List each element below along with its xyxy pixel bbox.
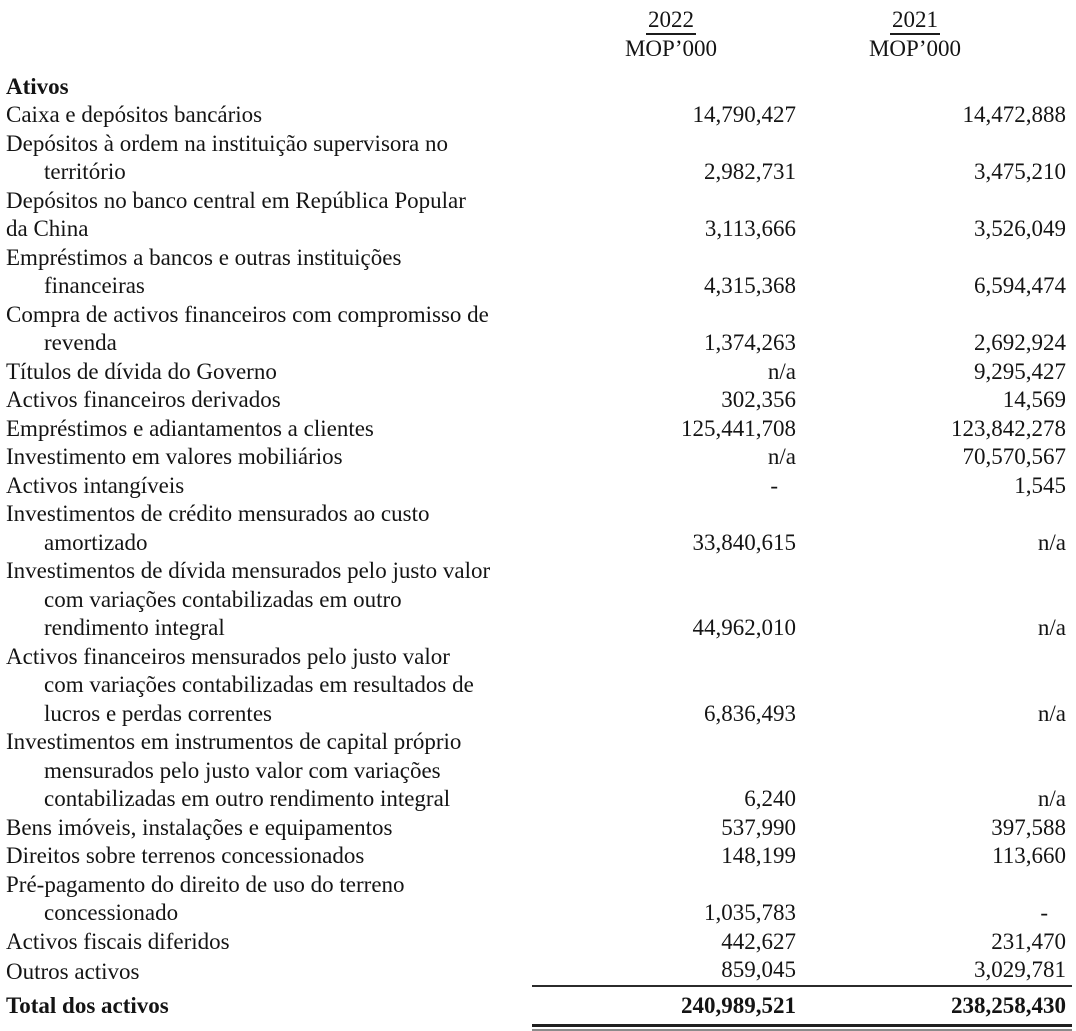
row-label: [4, 130, 532, 187]
total-row: [4, 987, 1072, 1021]
year-header-row: [4, 6, 1072, 35]
table-row: [4, 728, 1072, 814]
table-row: [4, 358, 1072, 387]
row-label: [4, 187, 532, 244]
row-label-line: Empréstimos e adiantamentos a clientes: [6, 415, 374, 441]
table-row: [4, 244, 1072, 301]
row-label-line: Depósitos no banco central em República Popular: [6, 187, 466, 213]
row-label-line: lucros e perdas correntes: [44, 700, 272, 726]
row-label-line: Pré-pagamento do direito de uso do terreno: [6, 871, 405, 897]
value-2021: [800, 329, 1072, 358]
row-label-line: mensurados pelo justo valor com variações: [44, 757, 441, 783]
section-heading-ativos: Ativos: [6, 73, 69, 99]
row-label-line: revenda: [44, 330, 117, 355]
cell-value: 302,356: [721, 387, 796, 412]
value-2021: [800, 358, 1072, 387]
row-label: [4, 728, 532, 814]
row-label-line: Activos intangíveis: [6, 472, 185, 498]
cell-value: 231,470: [991, 928, 1066, 954]
cell-value: n/a: [767, 358, 796, 384]
value-2022: [532, 928, 800, 957]
cell-value: 70,570,567: [962, 444, 1066, 469]
cell-value: 14,790,427: [692, 102, 796, 127]
unit-header-2021: [800, 35, 1072, 64]
column-headers: [4, 6, 1072, 64]
cell-value: 44,962,010: [692, 615, 796, 640]
row-label-line: Investimentos de crédito mensurados ao custo: [6, 501, 430, 526]
table-row: [4, 187, 1072, 244]
row-label: [4, 443, 532, 472]
value-2021: [800, 842, 1072, 871]
value-2021: [800, 956, 1072, 987]
cell-value: 4,315,368: [704, 273, 796, 298]
row-label-line: amortizado: [44, 529, 148, 555]
cell-value: 859,045: [721, 957, 796, 982]
cell-value: 397,588: [991, 814, 1066, 840]
row-label: [4, 101, 532, 130]
value-2022: [532, 443, 800, 472]
row-label-line: território: [44, 159, 126, 184]
value-2022: [532, 101, 800, 130]
row-label: [4, 358, 532, 387]
value-2022: [532, 358, 800, 387]
value-2022: [532, 529, 800, 558]
double-rule-spacer: [4, 1024, 532, 1031]
row-label: [4, 871, 532, 928]
cell-value: n/a: [1037, 786, 1066, 811]
cell-value: 9,295,427: [974, 358, 1066, 384]
table-row: [4, 928, 1072, 957]
year-header-2021: [800, 6, 1072, 35]
total-label: Total dos activos: [6, 992, 169, 1018]
value-2022: [532, 415, 800, 444]
cell-value: 3,475,210: [974, 159, 1066, 184]
row-label-line: Outros activos: [6, 959, 140, 984]
value-2021: [800, 215, 1072, 244]
cell-value: n/a: [767, 444, 796, 469]
row-label-line: Compra de activos financeiros com compromisso de: [6, 301, 489, 327]
table-row: [4, 842, 1072, 871]
cell-value: 125,441,708: [681, 415, 796, 441]
value-2022: [532, 956, 800, 987]
cell-value: n/a: [1037, 700, 1066, 726]
cell-value: 14,569: [1002, 387, 1066, 412]
cell-value: 3,526,049: [974, 216, 1066, 241]
year-label-2022: 2022: [646, 7, 696, 35]
cell-value: -: [770, 472, 778, 498]
row-label: [4, 928, 532, 957]
cell-value: n/a: [1037, 529, 1066, 555]
header-spacer: [4, 6, 532, 35]
row-label-line: com variações contabilizadas em outro: [44, 586, 402, 612]
row-label: [4, 958, 532, 987]
value-2021: [800, 614, 1072, 643]
value-2022: [532, 814, 800, 843]
row-label: [4, 842, 532, 871]
row-label-line: Direitos sobre terrenos concessionados: [6, 843, 365, 868]
row-label-line: Bens imóveis, instalações e equipamentos: [6, 814, 393, 840]
row-label-line: Títulos de dívida do Governo: [6, 358, 277, 384]
cell-value: 2,692,924: [974, 330, 1066, 355]
row-label-line: Investimento em valores mobiliários: [6, 444, 343, 469]
row-label: [4, 557, 532, 643]
table-row: [4, 301, 1072, 358]
cell-value: 2,982,731: [704, 159, 796, 184]
row-label: [4, 643, 532, 729]
double-rule-row: [4, 1024, 1072, 1031]
row-label-line: com variações contabilizadas em resultados de: [44, 672, 474, 697]
table-row: [4, 956, 1072, 987]
table-row: [4, 557, 1072, 643]
table-row: [4, 871, 1072, 928]
unit-header-2022: [532, 35, 800, 64]
cell-value: 1,035,783: [704, 900, 796, 925]
cell-value: 537,990: [721, 814, 796, 840]
cell-value: n/a: [1037, 615, 1066, 640]
row-label: [4, 472, 532, 501]
table-row: [4, 386, 1072, 415]
row-label-line: Caixa e depósitos bancários: [6, 102, 263, 127]
row-label: [4, 415, 532, 444]
value-2022: [532, 614, 800, 643]
value-2022: [532, 386, 800, 415]
value-2021: [800, 700, 1072, 729]
row-label-line: contabilizadas em outro rendimento integral: [44, 786, 451, 811]
cell-value: 148,199: [721, 843, 796, 868]
row-label-line: Activos financeiros mensurados pelo justo valor: [6, 643, 450, 669]
row-label-line: Depósitos à ordem na instituição supervisora no: [6, 130, 449, 156]
row-label: [4, 386, 532, 415]
value-2022: [532, 329, 800, 358]
cell-value: 123,842,278: [951, 415, 1066, 441]
table-row: [4, 643, 1072, 729]
year-label-2021: 2021: [890, 7, 940, 35]
cell-value: 1,374,263: [704, 330, 796, 355]
table-row: [4, 443, 1072, 472]
value-2022: [532, 842, 800, 871]
value-2022: [532, 899, 800, 928]
cell-value: 6,836,493: [704, 700, 796, 726]
value-2021: [800, 386, 1072, 415]
value-2022: [532, 215, 800, 244]
value-2022: [532, 472, 800, 501]
cell-value: 3,113,666: [704, 216, 796, 241]
row-label-line: da China: [6, 216, 89, 241]
cell-value: -: [1040, 900, 1048, 925]
value-2021: [800, 928, 1072, 957]
row-label: [4, 301, 532, 358]
table-row: [4, 101, 1072, 130]
header-spacer: [4, 35, 532, 64]
row-label-line: Empréstimos a bancos e outras instituições: [6, 244, 402, 270]
value-2022: [532, 700, 800, 729]
row-label: [4, 814, 532, 843]
cell-value: 113,660: [992, 843, 1066, 868]
table-row: [4, 130, 1072, 187]
value-2021: [800, 472, 1072, 501]
value-2021: [800, 899, 1072, 928]
cell-value: 1,545: [1014, 472, 1066, 498]
year-header-2022: [532, 6, 800, 35]
value-2021: [800, 529, 1072, 558]
cell-value: 14,472,888: [962, 102, 1066, 127]
row-label-line: Activos financeiros derivados: [6, 387, 281, 412]
table-row: [4, 500, 1072, 557]
unit-label-2022: MOP’000: [624, 36, 717, 61]
value-2022: [532, 158, 800, 187]
row-label: [4, 244, 532, 301]
cell-value: 6,594,474: [974, 273, 1066, 298]
value-2022: [532, 785, 800, 814]
double-rule-2022: [532, 1024, 800, 1031]
asset-rows: [4, 101, 1072, 987]
row-label-line: rendimento integral: [44, 615, 225, 640]
unit-label-2021: MOP’000: [868, 36, 961, 61]
row-label-line: concessionado: [44, 900, 179, 925]
value-2022: [532, 272, 800, 301]
row-label: [4, 500, 532, 557]
value-2021: [800, 785, 1072, 814]
row-label-line: Investimentos em instrumentos de capital próprio: [6, 729, 462, 754]
double-rule-2021: [800, 1024, 1072, 1031]
cell-value: 6,240: [744, 786, 796, 811]
value-2021: [800, 158, 1072, 187]
table-row: [4, 814, 1072, 843]
total-value-2022: 240,989,521: [681, 992, 796, 1018]
table-row: [4, 472, 1072, 501]
value-2021: [800, 814, 1072, 843]
value-2021: [800, 415, 1072, 444]
unit-header-row: [4, 35, 1072, 64]
row-label-line: Activos fiscais diferidos: [6, 928, 230, 954]
cell-value: 33,840,615: [692, 529, 796, 555]
table-row: [4, 415, 1072, 444]
total-value-2021: 238,258,430: [951, 992, 1066, 1018]
row-label-line: financeiras: [44, 273, 145, 298]
value-2021: [800, 101, 1072, 130]
value-2021: [800, 443, 1072, 472]
row-label-line: Investimentos de dívida mensurados pelo justo valor: [6, 558, 491, 583]
cell-value: 442,627: [721, 928, 796, 954]
value-2021: [800, 272, 1072, 301]
cell-value: 3,029,781: [974, 957, 1066, 982]
